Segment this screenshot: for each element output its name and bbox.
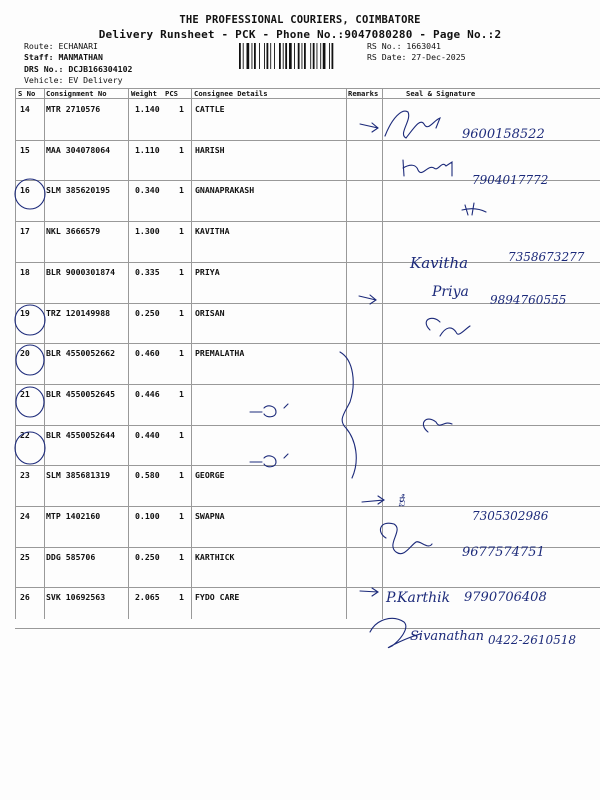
row-pcs: 1 <box>179 144 184 155</box>
row-consignee: GEORGE <box>195 470 225 481</box>
handwritten-phone-14: 9600158522 <box>462 127 545 142</box>
column-header-consignment: Consignment No <box>46 89 107 98</box>
row-divider <box>15 384 600 385</box>
signature-scribble <box>426 318 470 336</box>
rs-date: RS Date: 27-Dec-2025 <box>367 52 466 62</box>
row-sno: 21 <box>20 388 30 399</box>
row-consignee: KAVITHA <box>195 226 230 237</box>
row-sno: 26 <box>20 592 30 603</box>
row-consignee: FYDO CARE <box>195 592 240 603</box>
row-weight: 0.335 <box>135 266 160 277</box>
row-sno: 23 <box>20 470 30 481</box>
row-divider <box>15 547 600 548</box>
row-pcs: 1 <box>179 104 184 114</box>
column-header-seal-signature: Seal & Signature <box>406 89 476 98</box>
row-consignment-no: BLR 4550052644 <box>46 429 116 440</box>
rs-number: RS No.: 1663041 <box>367 41 441 51</box>
row-consignee: PRIYA <box>195 266 220 277</box>
staff-label: Staff: MANMATHAN <box>24 52 103 62</box>
row-divider <box>15 506 600 507</box>
row-sno: 14 <box>20 104 30 114</box>
column-divider <box>382 88 383 619</box>
row-consignment-no: NKL 3666579 <box>46 226 101 237</box>
row-sno: 25 <box>20 551 30 562</box>
row-pcs: 1 <box>179 429 184 440</box>
barcode-image <box>239 43 363 69</box>
row-consignee: PREMALATHA <box>195 348 245 359</box>
arrow-mark <box>360 588 378 596</box>
row-consignee: GNANAPRAKASH <box>195 185 255 196</box>
handwritten-name-18: Priya <box>432 284 469 300</box>
row-sno: 17 <box>20 226 30 237</box>
row-weight: 0.250 <box>135 551 160 562</box>
row-consignment-no: MTP 1402160 <box>46 511 101 521</box>
row-pcs: 1 <box>179 348 184 359</box>
row-consignment-no: BLR 9000301874 <box>46 266 116 277</box>
row-consignee: SWAPNA <box>195 511 225 521</box>
ditto-mark <box>250 404 288 417</box>
signature-scribble <box>403 160 452 176</box>
signature-scribble <box>462 203 486 215</box>
handwritten-phone-23: 7305302986 <box>472 509 549 523</box>
row-consignment-no: TRZ 120149988 <box>46 307 111 318</box>
handwritten-phone-25: 9790706408 <box>464 590 547 605</box>
column-divider <box>346 88 347 619</box>
handwritten-phone-26: 0422-2610518 <box>488 633 577 647</box>
column-header-remarks: Remarks <box>348 89 379 98</box>
row-divider <box>15 425 600 426</box>
row-weight: 0.340 <box>135 185 160 196</box>
row-pcs: 1 <box>179 266 184 277</box>
row-divider <box>15 262 600 263</box>
column-divider <box>44 88 45 619</box>
column-divider <box>191 88 192 619</box>
row-divider <box>15 587 600 588</box>
row-consignment-no: MTR 2710576 <box>46 104 101 114</box>
row-sno: 18 <box>20 266 30 277</box>
row-consignee: ORISAN <box>195 307 225 318</box>
arrow-mark <box>360 123 378 132</box>
row-divider <box>15 303 600 304</box>
signature-scribble <box>380 523 432 553</box>
handwritten-phone-18: 9894760555 <box>490 293 567 307</box>
row-pcs: 1 <box>179 388 184 399</box>
drs-number: DRS No.: DCJB166304102 <box>24 64 133 74</box>
row-pcs: 1 <box>179 551 184 562</box>
column-header-sno: S No <box>18 89 36 98</box>
row-divider <box>15 221 600 222</box>
handwritten-name-26: Sivanathan <box>410 629 485 644</box>
table-header-rule <box>15 98 600 99</box>
row-pcs: 1 <box>179 470 184 481</box>
handwritten-phone-15: 7904017772 <box>472 173 549 187</box>
row-weight: 0.440 <box>135 429 160 440</box>
handwritten-phone-24: 9677574751 <box>462 545 545 560</box>
handwritten-name-23: ಕ್ಬಿ <box>398 490 407 506</box>
row-divider <box>15 343 600 344</box>
row-weight: 0.446 <box>135 388 160 399</box>
handwritten-phone-17: 7358673277 <box>508 250 585 264</box>
row-consignment-no: BLR 4550052662 <box>46 348 116 359</box>
row-weight: 0.250 <box>135 307 160 318</box>
row-sno: 20 <box>20 348 30 359</box>
row-consignment-no: BLR 4550052645 <box>46 388 116 399</box>
row-consignment-no: MAA 304078064 <box>46 144 111 155</box>
signature-scribble <box>370 618 420 647</box>
row-consignment-no: SLM 385620195 <box>46 185 111 196</box>
signature-scribble <box>385 111 440 138</box>
company-title: THE PROFESSIONAL COURIERS, COIMBATORE <box>179 14 421 26</box>
row-sno: 19 <box>20 307 30 318</box>
row-weight: 0.100 <box>135 511 160 521</box>
row-weight: 1.110 <box>135 144 160 155</box>
row-consignee: KARTHICK <box>195 551 235 562</box>
runsheet-subtitle: Delivery Runsheet - PCK - Phone No.:9047080280 - Page No.:2 <box>98 28 502 41</box>
row-consignee: HARISH <box>195 144 225 155</box>
row-consignment-no: DDG 585706 <box>46 551 96 562</box>
row-pcs: 1 <box>179 226 184 237</box>
table-left-rule <box>15 88 16 619</box>
row-pcs: 1 <box>179 185 184 196</box>
row-consignment-no: SLM 385681319 <box>46 470 111 481</box>
row-weight: 0.460 <box>135 348 160 359</box>
row-weight: 1.300 <box>135 226 160 237</box>
row-weight: 2.065 <box>135 592 160 603</box>
row-pcs: 1 <box>179 592 184 603</box>
column-header-consignee: Consignee Details <box>194 89 268 98</box>
vehicle-label: Vehicle: EV Delivery <box>24 75 123 85</box>
route-label: Route: ECHANARI <box>24 41 98 51</box>
handwritten-name-17: Kavitha <box>410 254 469 272</box>
handwritten-name-25: P.Karthik <box>386 590 451 606</box>
brace-mark <box>340 352 356 478</box>
row-weight: 1.140 <box>135 104 160 114</box>
row-sno: 24 <box>20 511 30 521</box>
row-divider <box>15 180 600 181</box>
row-sno: 15 <box>20 144 30 155</box>
row-pcs: 1 <box>179 307 184 318</box>
row-pcs: 1 <box>179 511 184 521</box>
row-divider <box>15 628 600 629</box>
column-header-pcs: PCS <box>165 89 178 98</box>
row-divider <box>15 465 600 466</box>
row-weight: 0.580 <box>135 470 160 481</box>
row-sno: 16 <box>20 185 30 196</box>
column-header-weight: Weight <box>131 89 157 98</box>
row-sno: 22 <box>20 429 30 440</box>
arrow-mark <box>362 496 384 504</box>
column-divider <box>128 88 129 619</box>
row-divider <box>15 140 600 141</box>
row-consignee: CATTLE <box>195 104 225 114</box>
row-consignment-no: SVK 10692563 <box>46 592 106 603</box>
